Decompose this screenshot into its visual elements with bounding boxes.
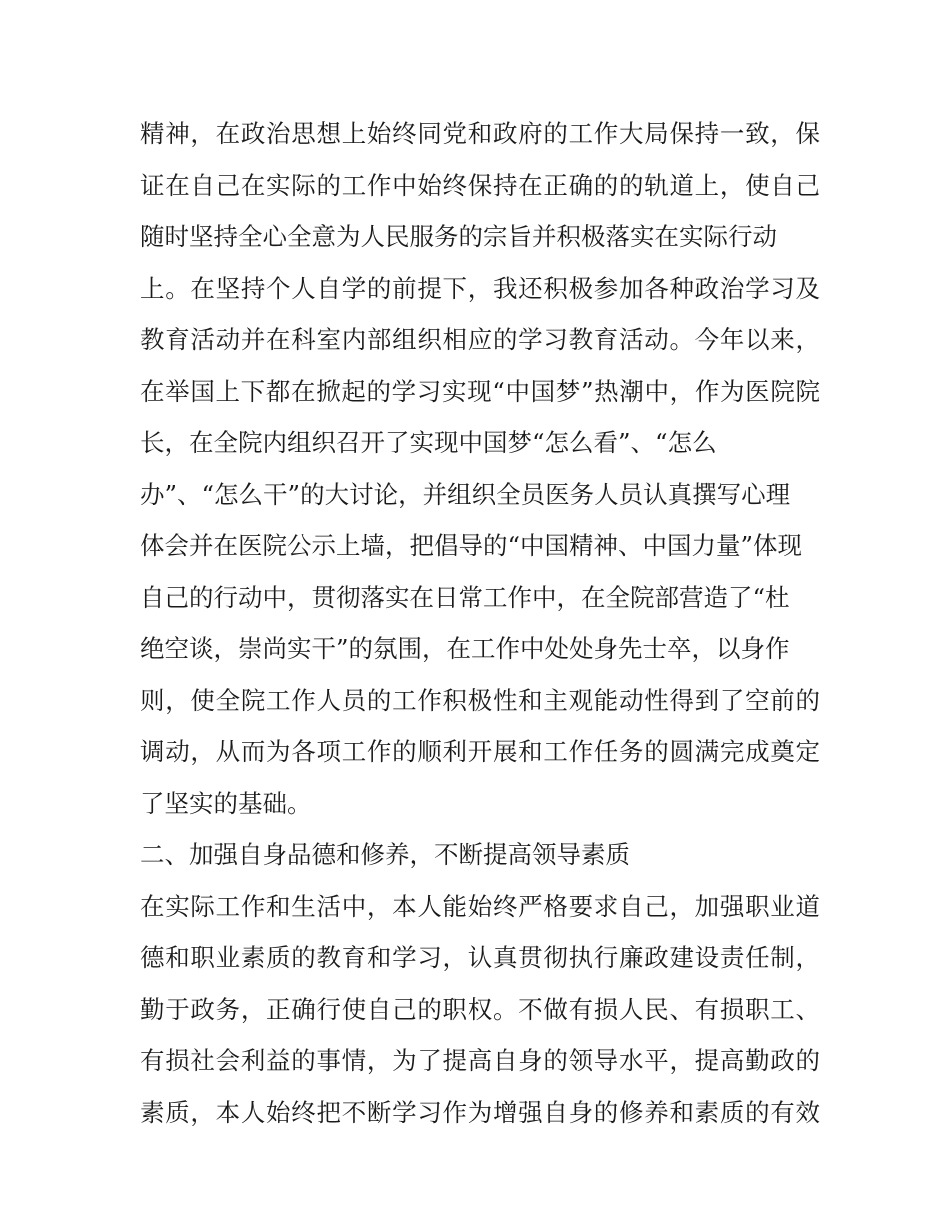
text-line: 自己的行动中，贯彻落实在日常工作中，在全院部营造了“杜 — [140, 582, 790, 612]
text-line: 上。在坚持个人自学的前提下，我还积极参加各种政治学习及 — [140, 273, 820, 303]
text-line: 长，在全院内组织召开了实现中国梦“怎么看”、“怎么 — [140, 428, 717, 457]
text-line: 素质，本人始终把不断学习作为增强自身的修养和素质的有效 — [140, 1097, 820, 1127]
text-line: 在实际工作和生活中，本人能始终严格要求自己，加强职业道 — [140, 891, 820, 921]
text-line: 有损社会利益的事情，为了提高自身的领导水平，提高勤政的 — [140, 1046, 820, 1075]
body-text — [140, 108, 820, 1138]
text-line: 了坚实的基础。 — [140, 788, 312, 818]
text-line: 随时坚持全心全意为人民服务的宗旨并积极落实在实际行动 — [140, 222, 777, 251]
text-line: 则，使全院工作人员的工作积极性和主观能动性得到了空前的 — [140, 685, 820, 715]
text-line: 调动，从而为各项工作的顺利开展和工作任务的圆满完成奠定 — [140, 737, 820, 766]
text-line: 办”、“怎么干”的大讨论，并组织全员医务人员认真撰写心理 — [140, 479, 791, 509]
text-line: 在举国上下都在掀起的学习实现“中国梦”热潮中，作为医院院 — [140, 376, 820, 406]
text-line: 体会并在医院公示上墙，把倡导的“中国精神、中国力量”体现 — [140, 531, 803, 560]
text-line: 证在自己在实际的工作中始终保持在正确的的轨道上，使自己 — [140, 170, 820, 200]
text-line: 德和职业素质的教育和学习，认真贯彻执行廉政建设责任制， — [140, 943, 820, 972]
text-line: 勤于政务，正确行使自己的职权。不做有损人民、有损职工、 — [140, 994, 820, 1024]
text-line: 教育活动并在科室内部组织相应的学习教育活动。今年以来， — [140, 325, 820, 354]
text-line: 精神，在政治思想上始终同党和政府的工作大局保持一致，保 — [140, 119, 820, 148]
text-line: 绝空谈，崇尚实干”的氛围，在工作中处处身先士卒，以身作 — [140, 634, 790, 663]
section-heading: 二、加强自身品德和修养，不断提高领导素质 — [140, 840, 630, 869]
